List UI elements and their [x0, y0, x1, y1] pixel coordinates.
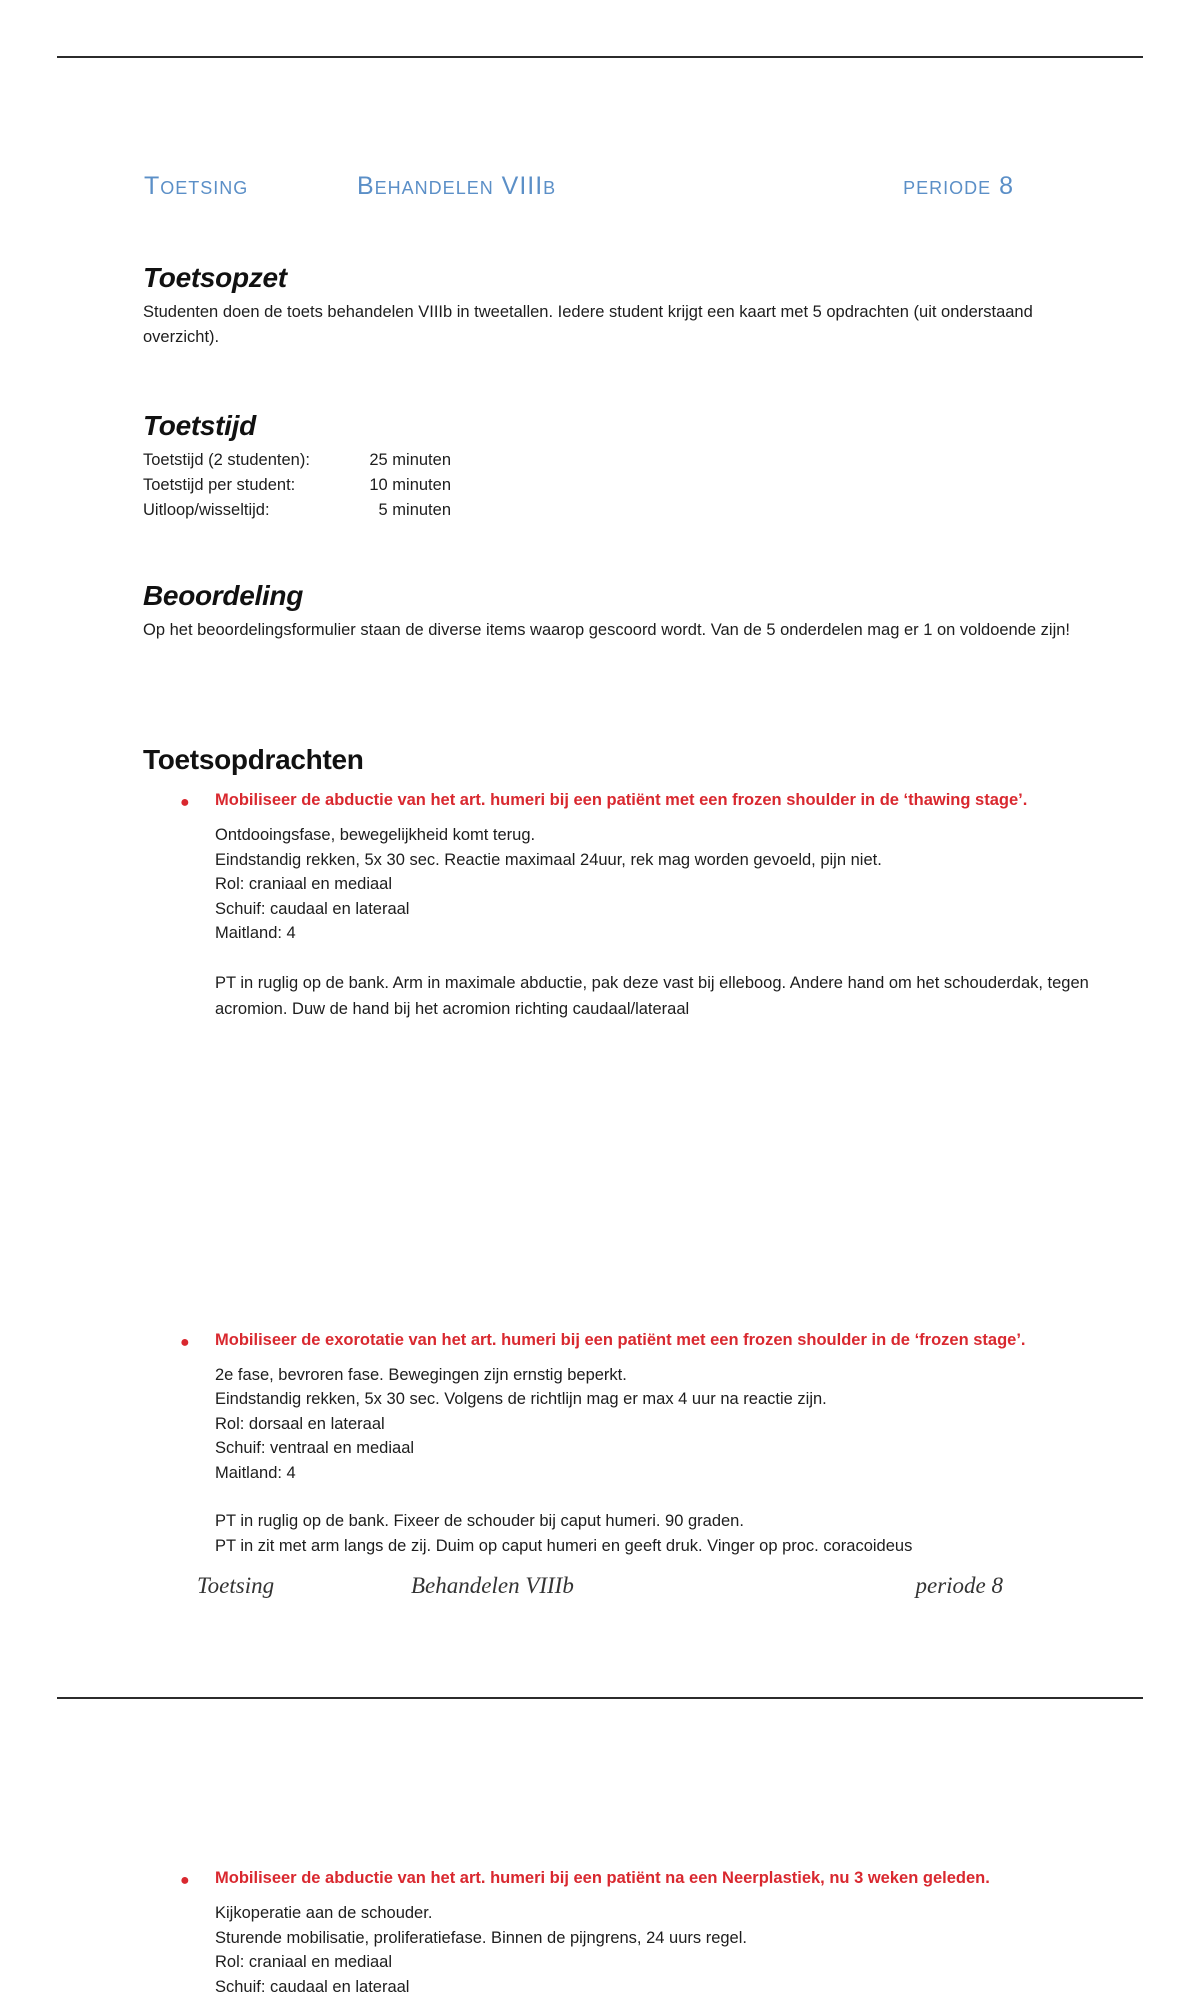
task-title: Mobiliseer de abductie van het art. humeri bij een patiënt met een frozen shoulder in de ‘thawing stage’.: [215, 788, 1145, 813]
footer-left: Toetsing: [197, 1573, 274, 1599]
list-item: [143, 1866, 1145, 1999]
task-title: Mobiliseer de exorotatie van het art. humeri bij een patiënt met een frozen shoulder in de ‘frozen stage’.: [215, 1328, 1145, 1353]
task-line: Schuif: ventraal en mediaal: [215, 1436, 1145, 1461]
task-line: Rol: craniaal en mediaal: [215, 1950, 1145, 1975]
table-row: [143, 473, 451, 498]
section-title: Beoordeling: [143, 580, 1073, 612]
section-title: Toetstijd: [143, 410, 1073, 442]
table-row: [143, 448, 451, 473]
time-value: 10 minuten: [357, 473, 451, 498]
task-line: Maitland: 4: [215, 1461, 1145, 1486]
footer-right: periode 8: [915, 1573, 1003, 1599]
section-text: Studenten doen de toets behandelen VIIIb in tweetallen. Iedere student krijgt een kaart met 5 opdrachten (uit onderstaand overzicht).: [143, 300, 1073, 350]
bottom-rule: [57, 1697, 1143, 1699]
task-list: [143, 788, 1073, 1668]
list-item: [143, 1328, 1145, 1559]
time-label: Toetstijd per student:: [143, 473, 357, 498]
header-left: Toetsing: [144, 172, 248, 201]
section-toetsopzet: [143, 262, 1073, 350]
spacer: [215, 946, 1145, 970]
task-line: Eindstandig rekken, 5x 30 sec. Reactie maximaal 24uur, rek mag worden gevoeld, pijn niet.: [215, 848, 1145, 873]
section-text: Op het beoordelingsformulier staan de diverse items waarop gescoord wordt. Van de 5 onderdelen mag er 1 on voldoende zijn!: [143, 618, 1073, 643]
task-line: Maitland: 4: [215, 921, 1145, 946]
task-line: 2e fase, bevroren fase. Bewegingen zijn ernstig beperkt.: [215, 1363, 1145, 1388]
page-header: [144, 172, 1014, 206]
time-label: Toetstijd (2 studenten):: [143, 448, 357, 473]
header-center: Behandelen VIIIb: [357, 172, 556, 201]
task-line: Rol: craniaal en mediaal: [215, 872, 1145, 897]
bullet-icon: ●: [180, 1868, 190, 1893]
task-line: Schuif: caudaal en lateraal: [215, 897, 1145, 922]
task-line: Sturende mobilisatie, proliferatiefase. Binnen de pijngrens, 24 uurs regel.: [215, 1926, 1145, 1951]
task-body: [215, 823, 1145, 1022]
list-item: [143, 788, 1145, 1022]
task-extra-line: PT in ruglig op de bank. Fixeer de schouder bij caput humeri. 90 graden.: [215, 1509, 1145, 1534]
top-rule: [57, 56, 1143, 58]
task-extra: PT in ruglig op de bank. Arm in maximale abductie, pak deze vast bij elleboog. Andere hand om het schouderdak, tegen acromion. Duw de hand bij het acromion richting caudaal/lateraal: [215, 970, 1145, 1022]
time-value: 5 minuten: [357, 498, 451, 523]
header-right: periode 8: [903, 172, 1014, 201]
section-title: Toetsopzet: [143, 262, 1073, 294]
spacer: [215, 1485, 1145, 1509]
bullet-icon: ●: [180, 790, 190, 815]
bullet-icon: ●: [180, 1330, 190, 1355]
section-toetstijd: [143, 410, 1073, 523]
section-beoordeling: [143, 580, 1073, 643]
task-extra-line: PT in zit met arm langs de zij. Duim op caput humeri en geeft druk. Vinger op proc. coracoideus: [215, 1534, 1145, 1559]
section-title: Toetsopdrachten: [143, 744, 1073, 776]
footer-center: Behandelen VIIIb: [411, 1573, 574, 1599]
task-line: Rol: dorsaal en lateraal: [215, 1412, 1145, 1437]
time-table: [143, 448, 451, 523]
task-line: Schuif: caudaal en lateraal: [215, 1975, 1145, 1999]
task-title: Mobiliseer de abductie van het art. humeri bij een patiënt na een Neerplastiek, nu 3 weken geleden.: [215, 1866, 1145, 1891]
page-footer: [197, 1573, 1003, 1605]
time-label: Uitloop/wisseltijd:: [143, 498, 357, 523]
table-row: [143, 498, 451, 523]
task-line: Kijkoperatie aan de schouder.: [215, 1901, 1145, 1926]
task-body: [215, 1363, 1145, 1559]
time-value: 25 minuten: [357, 448, 451, 473]
task-line: Ontdooingsfase, bewegelijkheid komt terug.: [215, 823, 1145, 848]
section-toetsopdrachten: [143, 744, 1073, 1668]
task-line: Eindstandig rekken, 5x 30 sec. Volgens de richtlijn mag er max 4 uur na reactie zijn.: [215, 1387, 1145, 1412]
task-body: [215, 1901, 1145, 1999]
